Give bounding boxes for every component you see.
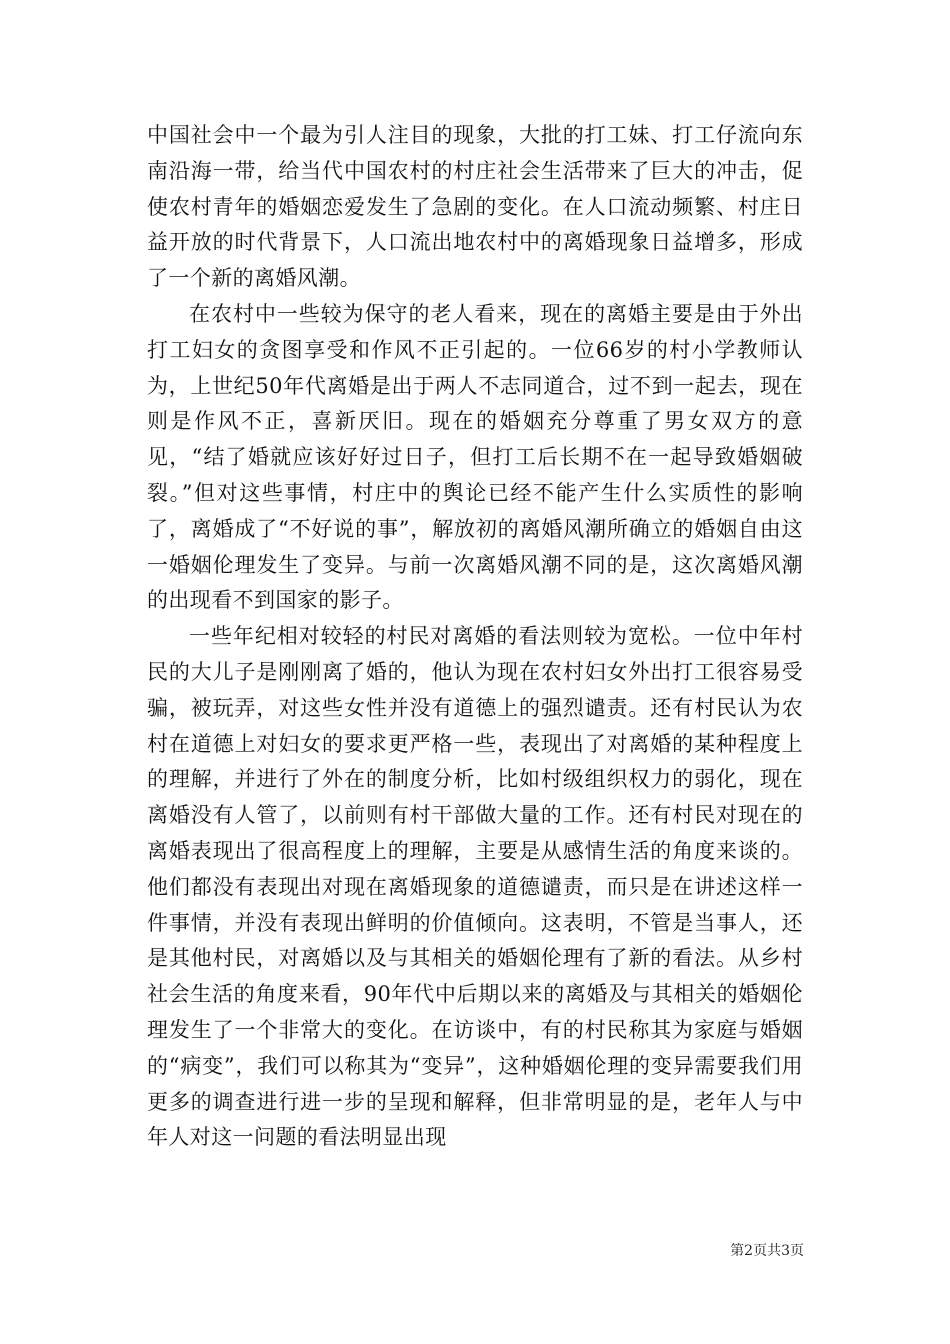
page-body <box>147 118 803 1156</box>
paragraph-continuation: 中国社会中一个最为引人注目的现象，大批的打工妹、打工仔流向东南沿海一带，给当代中国农村的村庄社会生活带来了巨大的冲击，促使农村青年的婚姻恋爱发生了急剧的变化。在人口流动频繁、村庄日益开放的时代背景下，人口流出地农村中的离婚现象日益增多，形成了一个新的离婚风潮。 <box>147 123 803 291</box>
paragraph-younger-views: 一些年纪相对较轻的村民对离婚的看法则较为宽松。一位中年村民的大儿子是刚刚离了婚的，他认为现在农村妇女外出打工很容易受骗，被玩弄，对这些女性并没有道德上的强烈谴责。还有村民认为农村在道德上对妇女的要求更严格一些，表现出了对离婚的某种程度上的理解，并进行了外在的制度分析，比如村级组织权力的弱化，现在离婚没有人管了，以前则有村干部做大量的工作。还有村民对现在的离婚表现出了很高程度上的理解，主要是从感情生活的角度来谈的。他们都没有表现出对现在离婚现象的道德谴责，而只是在讲述这样一件事情，并没有表现出鲜明的价值倾向。这表明，不管是当事人，还是其他村民，对离婚以及与其相关的婚姻伦理有了新的看法。从乡村社会生活的角度来看，90年代中后期以来的离婚及与其相关的婚姻伦理发生了一个非常大的变化。在访谈中，有的村民称其为家庭与婚姻的“病变”，我们可以称其为“变异”，这种婚姻伦理的变异需要我们用更多的调查进行进一步的呈现和解释，但非常明显的是，老年人与中年人对这一问题的看法明显出现 <box>147 624 803 1150</box>
paragraph-elderly-views: 在农村中一些较为保守的老人看来，现在的离婚主要是由于外出打工妇女的贪图享受和作风不正引起的。一位66岁的村小学教师认为，上世纪50年代离婚是出于两人不志同道合，过不到一起去，现在则是作风不正，喜新厌旧。现在的婚姻充分尊重了男女双方的意见，“结了婚就应该好好过日子，但打工后长期不在一起导致婚姻破裂。”但对这些事情，村庄中的舆论已经不能产生什么实质性的影响了，离婚成了“不好说的事”，解放初的离婚风潮所确立的婚姻自由这一婚姻伦理发生了变异。与前一次离婚风潮不同的是，这次离婚风潮的出现看不到国家的影子。 <box>147 301 803 613</box>
page-number-footer: 第2页共3页 <box>730 1243 804 1259</box>
